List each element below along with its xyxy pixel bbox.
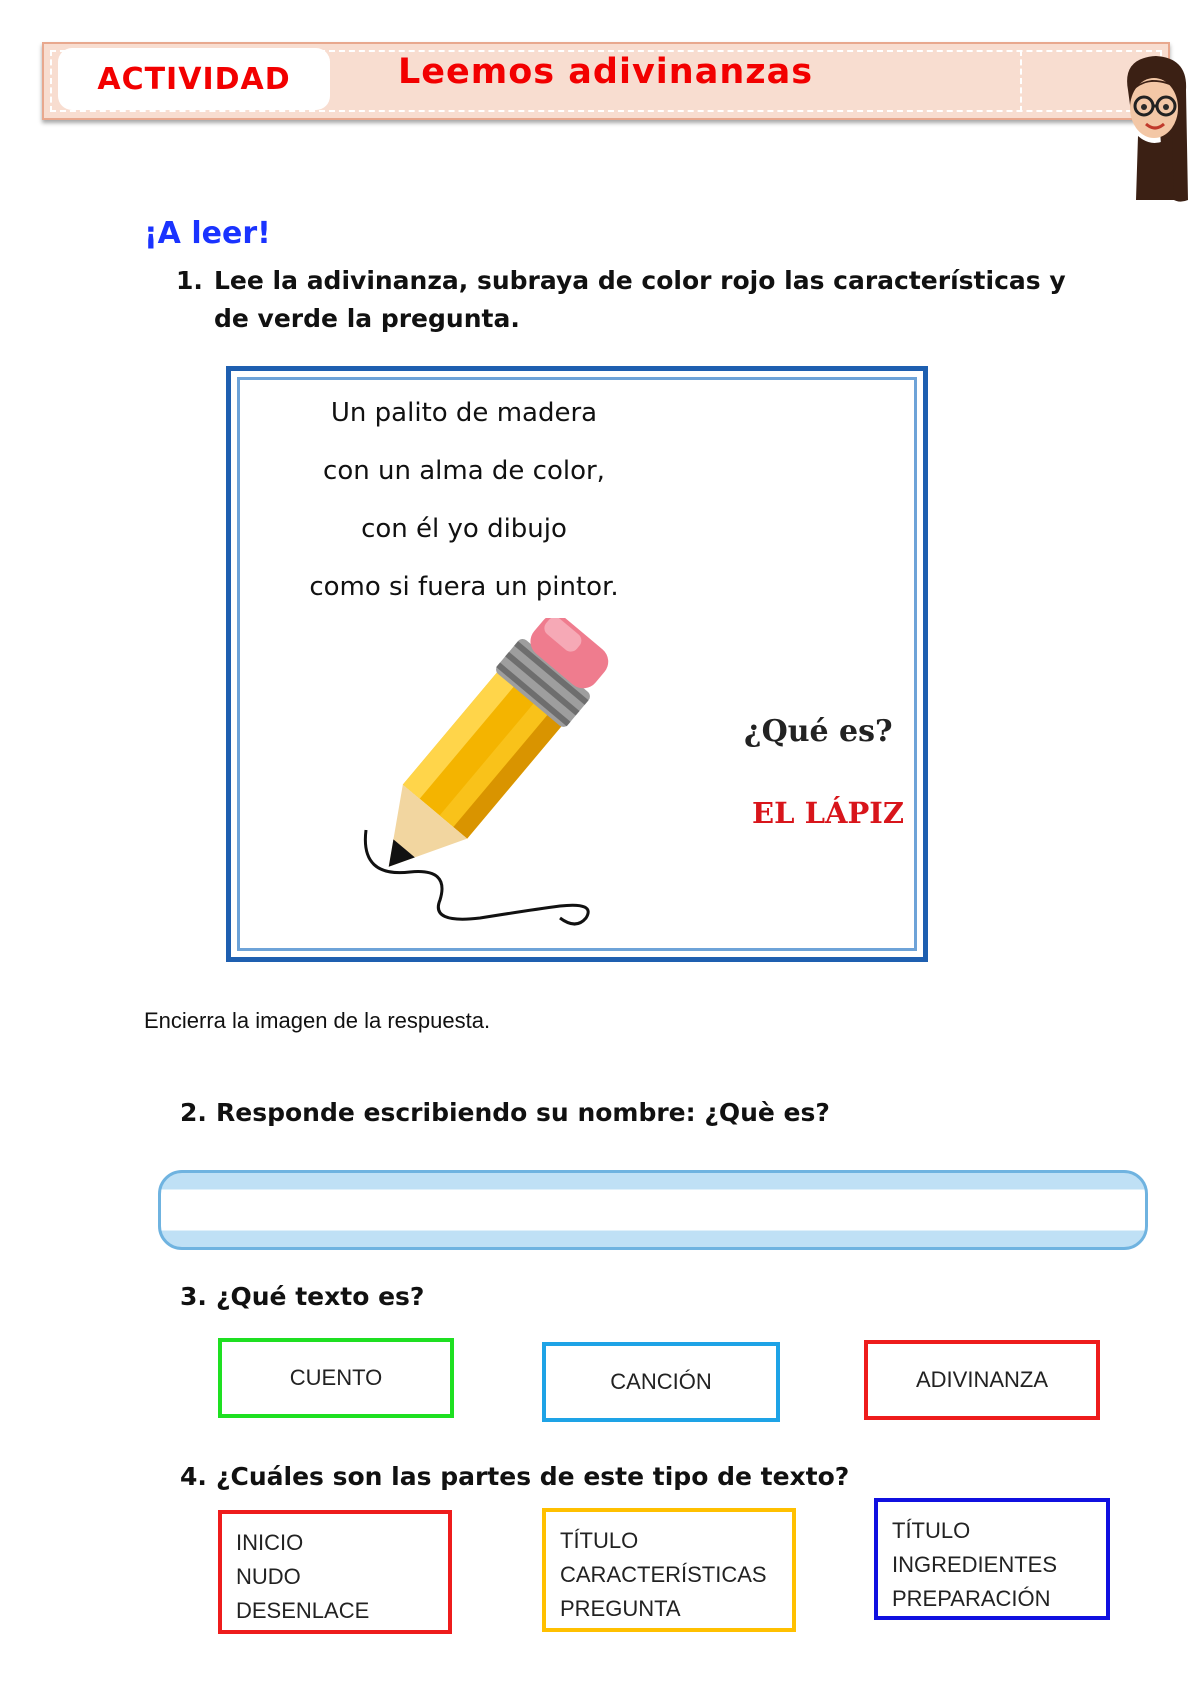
activity-label: ACTIVIDAD (58, 48, 330, 110)
option-adivinanza-label: ADIVINANZA (915, 1367, 1049, 1392)
option-cuento[interactable] (218, 1338, 454, 1418)
answer-input[interactable] (158, 1170, 1148, 1250)
section-heading: ¡A leer! (144, 216, 271, 251)
q2-text: Responde escribiendo su nombre: ¿Què es? (216, 1098, 830, 1127)
riddle-question: ¿Qué es? (744, 714, 893, 749)
option-adivinanza[interactable] (864, 1340, 1100, 1420)
riddle-answer: EL LÁPIZ (752, 796, 905, 830)
q1-number: 1. (176, 266, 203, 295)
riddle-line-4: como si fuera un pintor. (309, 572, 619, 602)
q1-line1: Lee la adivinanza, subraya de color rojo las características y (214, 266, 1066, 295)
q3-text: ¿Qué texto es? (216, 1282, 425, 1311)
q2-number: 2. (180, 1098, 207, 1127)
option-cuento-label: CUENTO (289, 1365, 383, 1390)
parts-option-2-item: CARACTERÍSTICAS (560, 1562, 767, 1587)
riddle-line-2: con un alma de color, (323, 456, 605, 486)
riddle-line-1: Un palito de madera (330, 398, 598, 428)
parts-option-2-item: TÍTULO (560, 1528, 639, 1553)
teacher-avatar-icon (1108, 50, 1188, 205)
parts-option-1-item: DESENLACE (236, 1598, 370, 1623)
option-cancion[interactable] (542, 1342, 780, 1422)
parts-option-3-item: PREPARACIÓN (892, 1586, 1051, 1611)
page-title: Leemos adivinanzas (398, 52, 814, 92)
q1-line2: de verde la pregunta. (214, 304, 520, 333)
header-divider (1020, 50, 1022, 112)
q4-number: 4. (180, 1462, 207, 1491)
parts-option-2-item: PREGUNTA (560, 1596, 681, 1621)
q3-number: 3. (180, 1282, 207, 1311)
pencil-illustration-icon (360, 618, 630, 938)
parts-option-3[interactable] (874, 1498, 1110, 1620)
option-cancion-label: CANCIÓN (610, 1369, 712, 1394)
parts-option-1-item: NUDO (236, 1564, 301, 1589)
parts-option-2[interactable] (542, 1508, 796, 1632)
parts-option-3-item: INGREDIENTES (892, 1552, 1058, 1577)
parts-option-1-item: INICIO (236, 1530, 304, 1555)
parts-option-1[interactable] (218, 1510, 452, 1634)
riddle-line-3: con él yo dibujo (361, 514, 567, 544)
parts-option-3-item: TÍTULO (892, 1518, 971, 1543)
instruction-note: Encierra la imagen de la respuesta. (144, 1008, 491, 1033)
q4-text: ¿Cuáles son las partes de este tipo de texto? (216, 1462, 850, 1491)
